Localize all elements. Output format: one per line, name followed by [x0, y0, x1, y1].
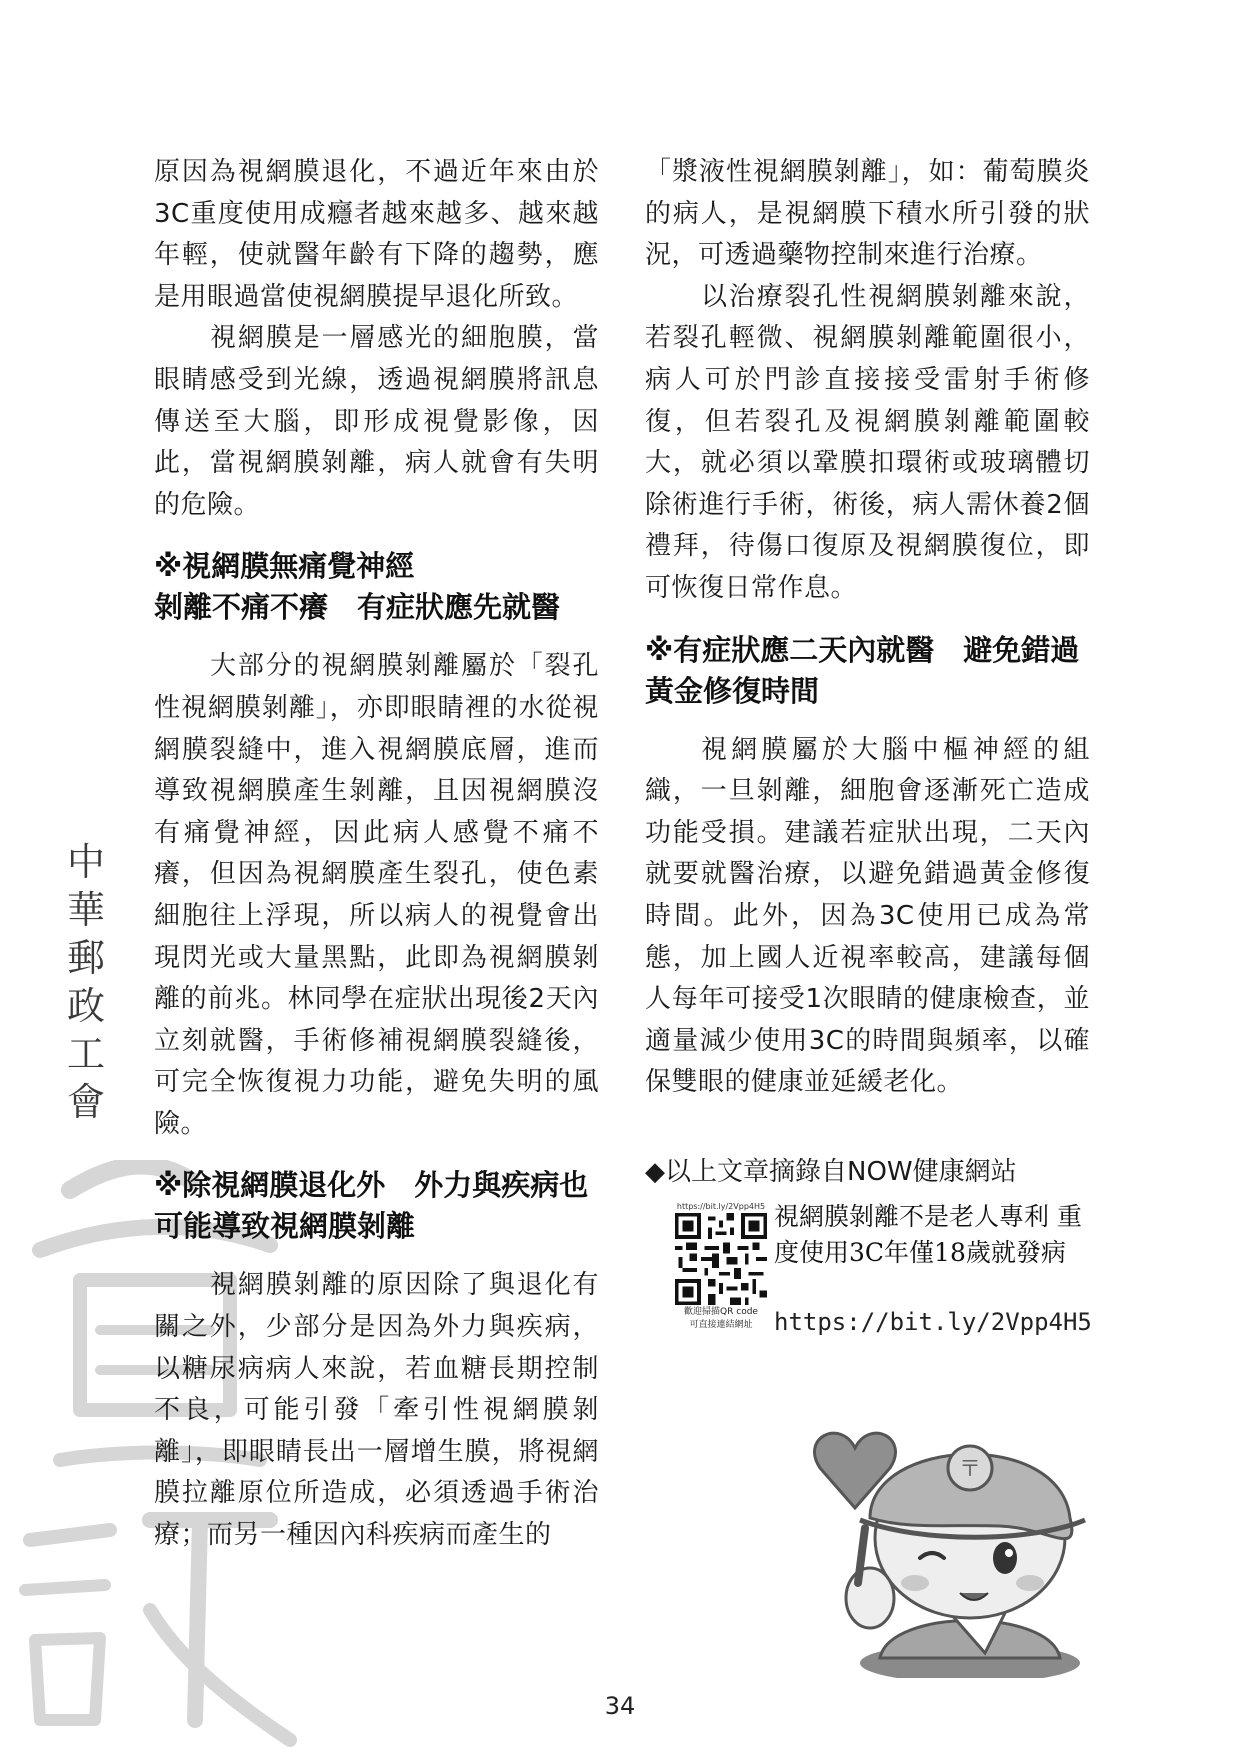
paragraph: 以治療裂孔性視網膜剝離來說，若裂孔輕微、視網膜剝離範圍很小，病人可於門診直接接受雷射手術修復，但若裂孔及視網膜剝離範圍較大，就必須以鞏膜扣環術或玻璃體切除術進行手術，術後，病人需休養2個禮拜，待傷口復原及視網膜復位，即可恢復日常作息。 [645, 281, 1090, 603]
section-heading: ※視網膜無痛覺神經 剝離不痛不癢 有症狀應先就醫 [154, 549, 561, 625]
side-title-char: 華 [66, 888, 105, 932]
left-column [154, 152, 599, 1557]
side-title-char: 政 [66, 984, 105, 1028]
qr-code-icon[interactable] [675, 1213, 767, 1305]
paragraph: 原因為視網膜退化，不過近年來由於3C重度使用成癮者越來越多、越來越年輕，使就醫年齡有下降的趨勢，應是用眼過當使視網膜提早退化所致。 [154, 157, 599, 312]
paragraph: 大部分的視網膜剝離屬於「裂孔性視網膜剝離」，亦即眼睛裡的水從視網膜裂縫中，進入視網膜底層，進而導致視網膜產生剝離，且因視網膜沒有痛覺神經，因此病人感覺不痛不癢，但因為視網膜產生裂孔，使色素細胞往上浮現，所以病人的視覺會出現閃光或大量黑點，此即為視網膜剝離的前兆。林同學在症狀出現後2天內立刻就醫，手術修補視網膜裂縫後，可完全恢復視力功能，避免失明的風險。 [154, 651, 599, 1139]
paragraph: 視網膜是一層感光的細胞膜，當眼睛感受到光線，透過視網膜將訊息傳送至大腦，即形成視覺影像，因此，當視網膜剝離，病人就會有失明的危險。 [154, 323, 599, 520]
section-heading: ※有症狀應二天內就醫 避免錯過 黃金修復時間 [645, 632, 1080, 708]
svg-text:〒: 〒 [958, 1457, 982, 1482]
article-title: 視網膜剝離不是老人專利 重度使用3C年僅18歲就發病 [774, 1202, 1082, 1267]
paragraph: 視網膜屬於大腦中樞神經的組織，一旦剝離，細胞會逐漸死亡造成功能受損。建議若症狀出現，二天內就要就醫治療，以避免錯過黃金修復時間。此外，因為3C使用已成為常態，加上國人近視率較高，建議每個人每年可接受1次眼睛的健康檢查，並適量減少使用3C的時間與頻率，以確保雙眼的健康並延緩老化。 [645, 734, 1090, 1098]
qr-block[interactable] [668, 1202, 774, 1331]
side-title [64, 838, 108, 1126]
right-column [645, 152, 1090, 1104]
postal-mascot-illustration [800, 1408, 1100, 1678]
paragraph: 「漿液性視網膜剝離」，如：葡萄膜炎的病人，是視網膜下積水所引發的狀況，可透過藥物控制來進行治療。 [645, 157, 1090, 271]
qr-caption: 歡迎掃描QR code [684, 1307, 758, 1317]
source-line: ◆以上文章摘錄自NOW健康網站 [645, 1157, 1017, 1187]
qr-url-label: https://bit.ly/2Vpp4H5 [676, 1202, 766, 1211]
section-heading: ※除視網膜退化外 外力與疾病也 可能導致視網膜剝離 [154, 1168, 589, 1244]
side-title-char: 工 [66, 1032, 105, 1076]
side-title-char: 中 [66, 840, 105, 884]
side-title-char: 郵 [66, 936, 105, 980]
paragraph: 視網膜剝離的原因除了與退化有關之外，少部分是因為外力與疾病，以糖尿病病人來說，若血糖長期控制不良，可能引發「牽引性視網膜剝離」，即眼睛長出一層增生膜，將視網膜拉離原位所造成，必須透過手術治療；而另一種因內科疾病而產生的 [154, 1270, 599, 1551]
side-title-char: 會 [66, 1080, 105, 1124]
page-number: 34 [604, 1692, 636, 1720]
article-link[interactable]: https://bit.ly/2Vpp4H5 [774, 1308, 1092, 1336]
qr-caption: 可直接連結網址 [689, 1320, 753, 1330]
